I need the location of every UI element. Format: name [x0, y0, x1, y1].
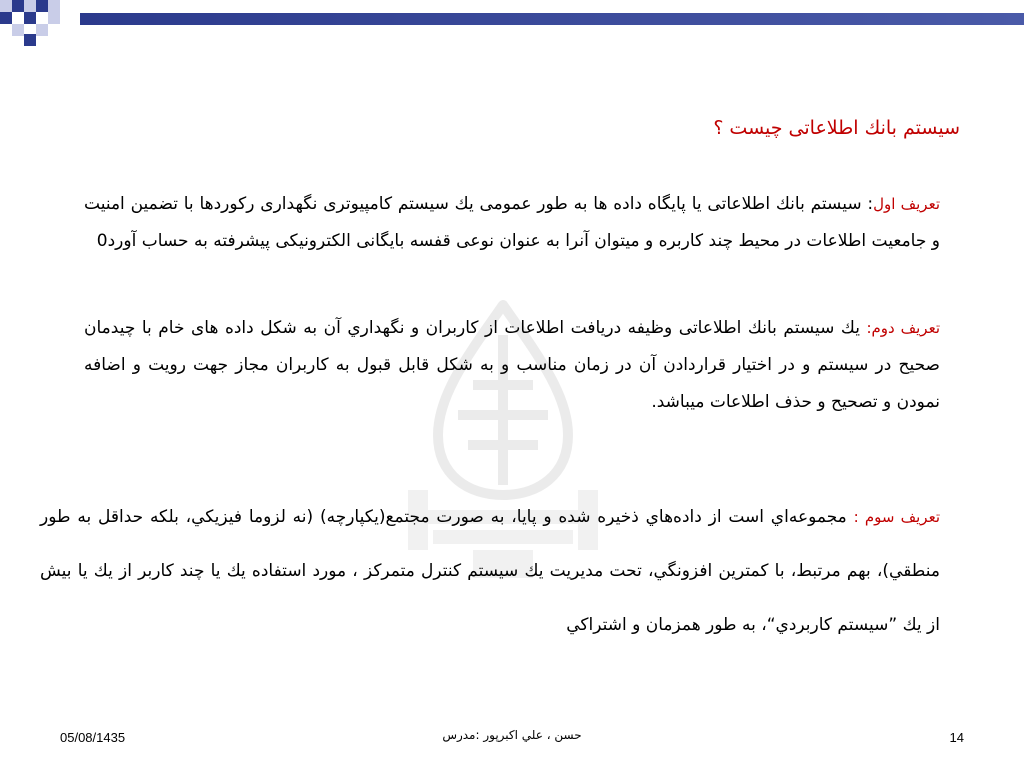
definition-3-text: مجموعه‌اي است از داده‌هاي ذخيره شده و پايا، به صورت مجتمع(يكپارچه) (نه لزوما فيزيكي، بلكه حداقل به طور منطقي)، بهم مرتبط، با كمترين افزونگي، تحت مديريت يك سيستم كنترل متمركز ، مورد استفاده يك يا چند كاربر از يك يا بيش از يك ”سيستم كاربردي“، به طور همزمان و اشتراكي [40, 507, 940, 635]
definition-3-label: تعریف سوم : [853, 508, 940, 526]
footer-presenter: حسن ، علي اكبرپور :مدرس [442, 728, 582, 742]
definition-2 [84, 310, 940, 421]
footer-date: 05/08/1435 [60, 730, 126, 745]
corner-decoration [0, 0, 80, 46]
page-number: 14 [949, 730, 964, 745]
header-band [80, 13, 1024, 25]
definition-3 [40, 490, 940, 652]
definition-2-text: یك سیستم بانك اطلاعاتی وظیفه دریافت اطلاعات از کاربران و نگهداري آن به شکل داده های خام با چیدمان صحیح در سیستم و در اختیار قراردادن آن در زمان مناسب و به شکل قابل قبول به کاربران مجاز جهت رویت و اضافه نمودن و تصحیح و حذف اطلاعات میباشد. [84, 318, 940, 412]
definition-1-text: سیستم بانك اطلاعاتی یا پایگاه داده ها به طور عمومی یك سیستم كامپیوتری نگهداری ركوردها با تضمین امنیت و جامعیت اطلاعات در محیط چند كاربره و میتوان آنرا به عنوان نوعی قفسه بایگانی الكترونیكی پیشرفته به حساب آورد0 [84, 194, 940, 251]
definition-2-label: تعریف دوم: [866, 319, 940, 337]
definition-1 [84, 186, 940, 260]
definition-1-separator: : [861, 194, 874, 214]
definition-1-label: تعریف اول [873, 195, 940, 213]
definition-3-separator [847, 507, 854, 527]
slide-title: سیستم بانك اطلاعاتی چیست ؟ [713, 117, 960, 139]
